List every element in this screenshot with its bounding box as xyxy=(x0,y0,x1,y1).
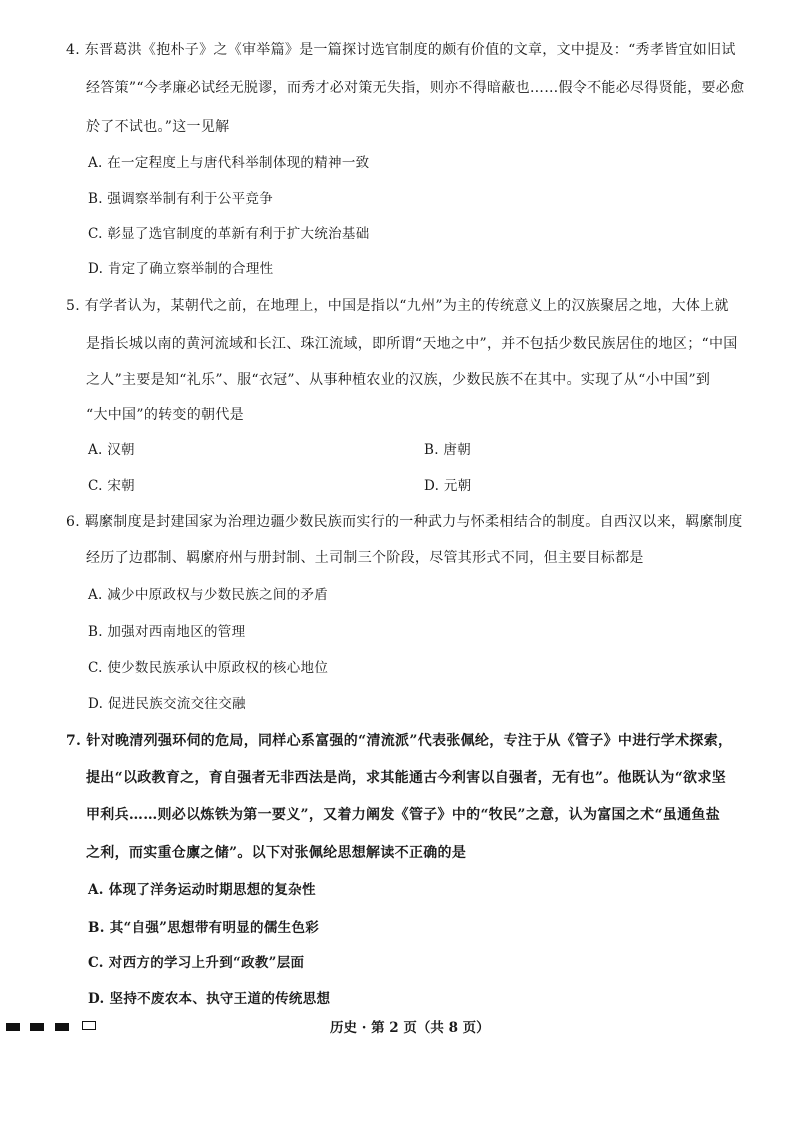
q7-option-d: D. 坚持不废农本、执守王道的传统思想 xyxy=(88,991,331,1007)
q7-stem-line-2: 提出“以政教育之，育自强者无非西法是尚，求其能通古今利害以自强者，无有也”。他既认为“欲求坚 xyxy=(86,770,726,786)
q5-option-a: A. 汉朝 xyxy=(88,442,135,458)
q6-option-c: C. 使少数民族承认中原政权的核心地位 xyxy=(88,660,329,676)
q4-option-b: B. 强调察举制有利于公平竞争 xyxy=(88,191,274,207)
q7-stem-line-4: 之利，而实重仓廪之储”。以下对张佩纶思想解读不正确的是 xyxy=(86,845,467,861)
registration-box-icon xyxy=(82,1021,96,1030)
q4-option-d: D. 肯定了确立察举制的合理性 xyxy=(88,261,274,277)
q4-stem-line-1: 4. 东晋葛洪《抱朴子》之《审举篇》是一篇探讨选官制度的颇有价值的文章，文中提及：“秀孝皆宜如旧试 xyxy=(66,42,736,58)
q6-option-a: A. 减少中原政权与少数民族之间的矛盾 xyxy=(88,587,329,603)
registration-mark-icon xyxy=(30,1023,44,1031)
q6-option-b: B. 加强对西南地区的管理 xyxy=(88,624,246,640)
q7-option-a: A. 体现了洋务运动时期思想的复杂性 xyxy=(88,882,316,898)
q7-option-c: C. 对西方的学习上升到“政教”层面 xyxy=(88,955,305,971)
q4-option-c: C. 彰显了选官制度的革新有利于扩大统治基础 xyxy=(88,226,370,242)
q5-option-c: C. 宋朝 xyxy=(88,478,135,494)
page-number: 历史 · 第 2 页（共 8 页） xyxy=(330,1020,490,1036)
q5-stem-line-1: 5. 有学者认为，某朝代之前，在地理上，中国是指以“九州”为主的传统意义上的汉族聚居之地，大体上就 xyxy=(66,298,729,314)
q4-stem-line-2: 经答策”“今孝廉必试经无脱谬，而秀才必对策无失指，则亦不得暗蔽也……假令不能必尽得贤能，要必愈 xyxy=(86,80,745,96)
q6-stem-line-2: 经历了边郡制、羁縻府州与册封制、土司制三个阶段，尽管其形式不同，但主要目标都是 xyxy=(86,550,644,566)
q6-option-d: D. 促进民族交流交往交融 xyxy=(88,696,246,712)
q6-stem-line-1: 6. 羁縻制度是封建国家为治理边疆少数民族而实行的一种武力与怀柔相结合的制度。自西汉以来，羁縻制度 xyxy=(66,514,743,530)
page-footer xyxy=(0,1016,794,1036)
registration-mark-icon xyxy=(6,1023,20,1031)
q4-stem-line-3: 於了不试也。”这一见解 xyxy=(86,119,230,135)
q5-stem-line-2: 是指长城以南的黄河流域和长江、珠江流域，即所谓“天地之中”，并不包括少数民族居住的地区；“中国 xyxy=(86,336,738,352)
registration-mark-icon xyxy=(55,1023,69,1031)
q5-option-d: D. 元朝 xyxy=(424,478,472,494)
q7-stem-line-1: 7. 针对晚清列强环伺的危局，同样心系富强的“清流派”代表张佩纶，专注于从《管子》中进行学术探索， xyxy=(66,733,733,749)
q4-option-a: A. 在一定程度上与唐代科举制体现的精神一致 xyxy=(88,155,370,171)
q5-stem-line-4: “大中国”的转变的朝代是 xyxy=(86,407,244,423)
q5-option-b: B. 唐朝 xyxy=(424,442,472,458)
q7-stem-line-3: 甲利兵……则必以炼铁为第一要义”，又着力阐发《管子》中的“牧民”之意，认为富国之术“虽通鱼盐 xyxy=(86,807,721,823)
q5-stem-line-3: 之人”主要是知“礼乐”、服“衣冠”、从事种植农业的汉族，少数民族不在其中。实现了从“小中国”到 xyxy=(86,372,711,388)
q7-option-b: B. 其“自强”思想带有明显的儒生色彩 xyxy=(88,920,320,936)
